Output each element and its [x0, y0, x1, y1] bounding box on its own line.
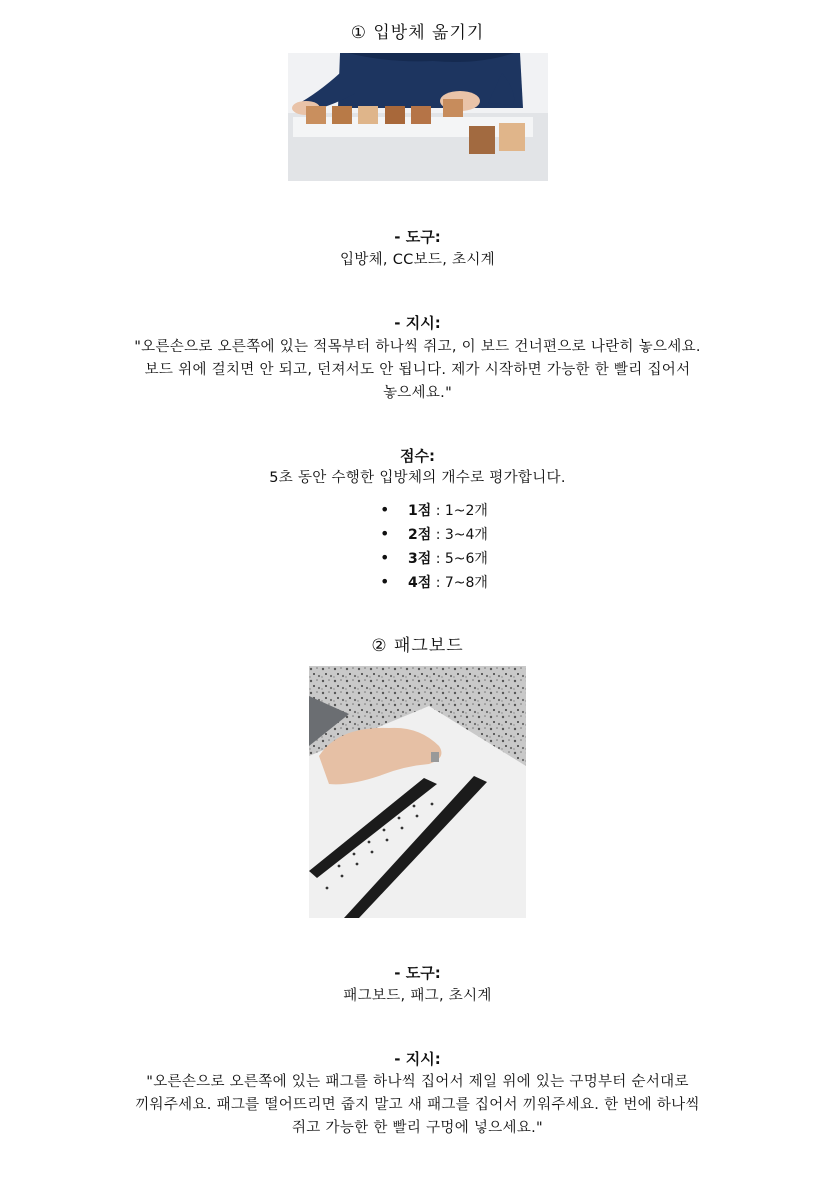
section2-instruction-line-3: 쥐고 가능한 한 빨리 구멍에 넣으세요.": [291, 1120, 544, 1136]
section2-title: ② 패그보드: [371, 636, 464, 656]
cube-transfer-photo: [288, 53, 548, 181]
section1-score-text: 5초 동안 수행한 입방체의 개수로 평가합니다.: [269, 470, 566, 486]
score-point: 3점: [408, 551, 432, 567]
list-item: [380, 522, 488, 546]
section1-title: ① 입방체 옮기기: [350, 23, 485, 43]
score-range: : 3~4개: [435, 527, 488, 543]
section2-instruction-line-2: 끼워주세요. 패그를 떨어뜨리면 줍지 말고 새 패그를 집어서 끼워주세요. 한 번에 하나씩: [135, 1097, 700, 1113]
list-item: [380, 570, 488, 594]
section1-tools-label: - 도구:: [394, 228, 441, 246]
section2-instruction-label: - 지시:: [394, 1050, 441, 1068]
bullet-icon: •: [380, 500, 390, 519]
bullet-icon: •: [380, 572, 390, 591]
section2-instruction-line-1: "오른손으로 오른쪽에 있는 패그를 하나씩 집어서 제일 위에 있는 구멍부터 순서대로: [146, 1074, 689, 1090]
section1-score-label: 점수:: [400, 447, 435, 465]
score-point: 2점: [408, 527, 432, 543]
section1-instruction-label: - 지시:: [394, 314, 441, 332]
list-item: [380, 498, 488, 522]
score-list: [380, 498, 488, 594]
score-range: : 5~6개: [435, 551, 488, 567]
section1-tools-text: 입방체, CC보드, 초시계: [340, 252, 495, 268]
section1-instruction-line-3: 놓으세요.": [382, 385, 453, 401]
score-point: 1점: [408, 503, 432, 519]
section2-tools-text: 패그보드, 패그, 초시계: [343, 988, 492, 1004]
section1-instruction-line-1: "오른손으로 오른쪽에 있는 적목부터 하나씩 쥐고, 이 보드 건너편으로 나란히 놓으세요.: [134, 339, 701, 355]
score-range: : 7~8개: [435, 575, 488, 591]
bullet-icon: •: [380, 524, 390, 543]
list-item: [380, 546, 488, 570]
score-range: : 1~2개: [435, 503, 488, 519]
bullet-icon: •: [380, 548, 390, 567]
section1-instruction-line-2: 보드 위에 걸치면 안 되고, 던져서도 안 됩니다. 제가 시작하면 가능한 한 빨리 집어서: [144, 362, 691, 378]
pegboard-photo: [309, 666, 526, 918]
score-point: 4점: [408, 575, 432, 591]
section2-tools-label: - 도구:: [394, 964, 441, 982]
